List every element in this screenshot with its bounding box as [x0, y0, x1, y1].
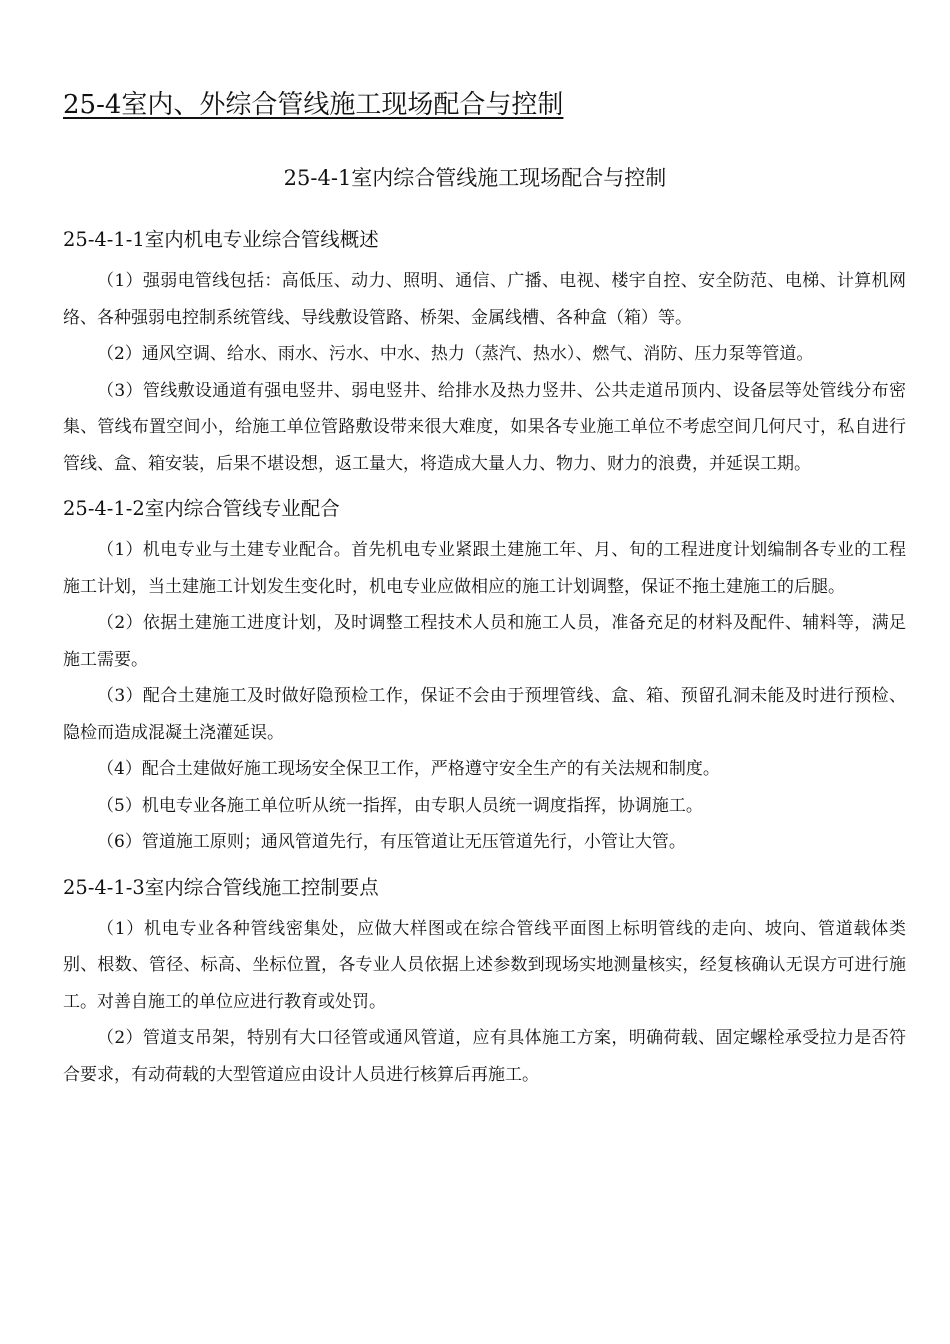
- paragraph: （3）配合土建施工及时做好隐预检工作，保证不会由于预埋管线、盒、箱、预留孔洞未能及时进行预检、隐检而造成混凝土浇灌延误。: [63, 686, 906, 743]
- subsection-title: 25-4-1-1室内机电专业综合管线概述: [63, 228, 379, 251]
- paragraph: （6）管道施工原则；通风管道先行，有压管道让无压管道先行，小管让大管。: [97, 832, 686, 852]
- paragraph: （1）强弱电管线包括：高低压、动力、照明、通信、广播、电视、楼宇自控、安全防范、电梯、计算机网络、各种强弱电控制系统管线、导线敷设管路、桥架、金属线槽、各种盒（箱）等。: [63, 271, 906, 328]
- subsection-overview: [63, 222, 906, 482]
- paragraph: （1）机电专业各种管线密集处，应做大样图或在综合管线平面图上标明管线的走向、坡向、管道载体类别、根数、管径、标高、坐标位置，各专业人员依据上述参数到现场实地测量核实，经复核确认无误方可进行施工。对善自施工的单位应进行教育或处罚。: [63, 918, 906, 1012]
- section-title: 25-4-1室内综合管线施工现场配合与控制: [283, 166, 667, 190]
- document-title: 25-4室内、外综合管线施工现场配合与控制: [63, 90, 564, 120]
- paragraph: （2）通风空调、给水、雨水、污水、中水、热力（蒸汽、热水）、燃气、消防、压力泵等管道。: [97, 344, 814, 364]
- document-body: [63, 222, 906, 1102]
- paragraph: （4）配合土建做好施工现场安全保卫工作，严格遵守安全生产的有关法规和制度。: [97, 759, 720, 779]
- subsection-title: 25-4-1-2室内综合管线专业配合: [63, 497, 340, 520]
- subsection-coordination: [63, 491, 906, 861]
- paragraph: （2）依据土建施工进度计划，及时调整工程技术人员和施工人员，准备充足的材料及配件、辅料等，满足施工需要。: [63, 613, 906, 670]
- subsection-title: 25-4-1-3室内综合管线施工控制要点: [63, 875, 379, 899]
- paragraph: （3）管线敷设通道有强电竖井、弱电竖井、给排水及热力竖井、公共走道吊顶内、设备层等处管线分布密集、管线布置空间小，给施工单位管路敷设带来很大难度，如果各专业施工单位不考虑空间几何尺寸，私自进行管线、盒、箱安装，后果不堪设想，返工量大，将造成大量人力、物力、财力的浪费，并延误工期。: [63, 380, 906, 474]
- subsection-control-points: [63, 870, 906, 1094]
- paragraph: （2）管道支吊架，特别有大口径管或通风管道，应有具体施工方案，明确荷载、固定螺栓承受拉力是否符合要求，有动荷载的大型管道应由设计人员进行核算后再施工。: [63, 1028, 906, 1085]
- paragraph: （1）机电专业与土建专业配合。首先机电专业紧跟土建施工年、月、旬的工程进度计划编制各专业的工程施工计划，当土建施工计划发生变化时，机电专业应做相应的施工计划调整，保证不拖土建施工的后腿。: [63, 540, 906, 597]
- paragraph: （5）机电专业各施工单位听从统一指挥，由专职人员统一调度指挥，协调施工。: [97, 795, 703, 816]
